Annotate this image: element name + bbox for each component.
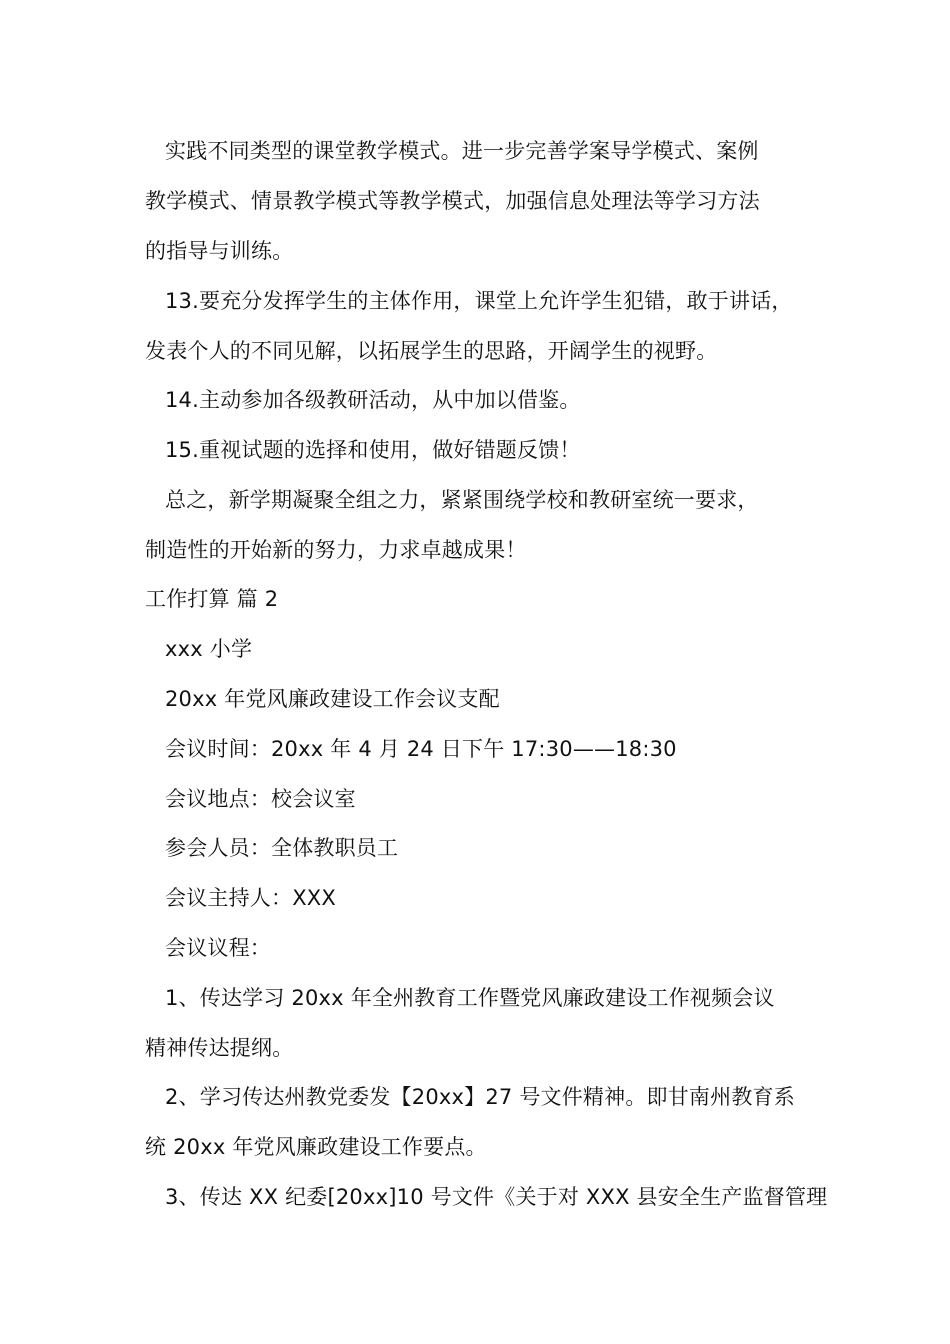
text-line: 会议地点：校会议室 <box>165 787 356 811</box>
text-line: 精神传达提纲。 <box>145 1036 294 1060</box>
text-line: 的指导与训练。 <box>145 239 294 263</box>
text-line: 总之，新学期凝聚全组之力，紧紧围绕学校和教研室统一要求， <box>165 488 759 512</box>
text-line: 教学模式、情景教学模式等教学模式，加强信息处理法等学习方法 <box>145 189 760 213</box>
text-line: 20xx 年党风廉政建设工作会议支配 <box>165 687 500 711</box>
text-line: 制造性的开始新的努力，力求卓越成果！ <box>145 538 527 562</box>
section-heading: 工作打算 篇 2 <box>145 587 279 611</box>
text-line: 统 20xx 年党风廉政建设工作要点。 <box>145 1135 487 1159</box>
text-line: 1、传达学习 20xx 年全州教育工作暨党风廉政建设工作视频会议 <box>165 986 775 1010</box>
text-line: 3、传达 XX 纪委[20xx]10 号文件《关于对 XXX 县安全生产监督管理 <box>165 1185 828 1209</box>
text-line: 实践不同类型的课堂教学模式。进一步完善学案导学模式、案例 <box>165 139 759 163</box>
text-line: 13.要充分发挥学生的主体作用，课堂上允许学生犯错，敢于讲话， <box>165 289 793 313</box>
text-line: 会议议程： <box>165 936 271 960</box>
text-line: 参会人员：全体教职员工 <box>165 836 399 860</box>
text-line: xxx 小学 <box>165 637 253 661</box>
text-line: 2、学习传达州教党委发【20xx】27 号文件精神。即甘南州教育系 <box>165 1085 795 1109</box>
text-line: 15.重视试题的选择和使用，做好错题反馈！ <box>165 438 581 462</box>
text-line: 会议时间：20xx 年 4 月 24 日下午 17:30——18:30 <box>165 737 677 761</box>
text-line: 会议主持人：XXX <box>165 886 336 910</box>
text-line: 14.主动参加各级教研活动，从中加以借鉴。 <box>165 388 581 412</box>
text-line: 发表个人的不同见解，以拓展学生的思路，开阔学生的视野。 <box>145 339 718 363</box>
